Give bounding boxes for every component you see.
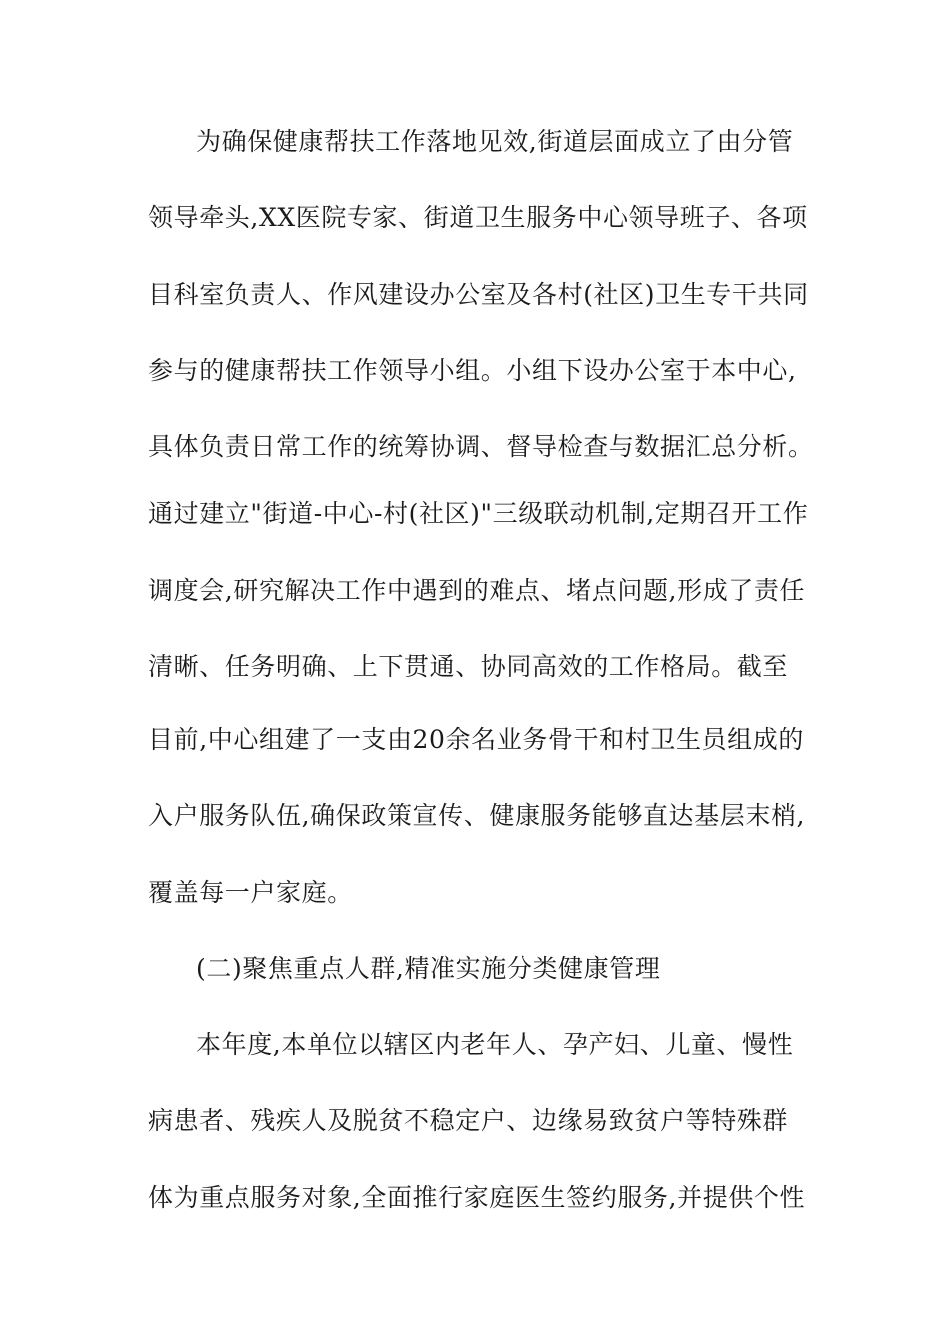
paragraph-line: 覆盖每一户家庭。 — [148, 878, 353, 907]
paragraph-line: 为确保健康帮扶工作落地见效,街道层面成立了由分管 — [196, 127, 794, 156]
paragraph-line: 入户服务队伍,确保政策宣传、健康服务能够直达基层末梢, — [148, 801, 806, 830]
paragraph-line: 目科室负责人、作风建设办公室及各村(社区)卫生专干共同 — [148, 280, 809, 309]
paragraph-line: 体为重点服务对象,全面推行家庭医生签约服务,并提供个性 — [148, 1183, 806, 1212]
paragraph-line: 调度会,研究解决工作中遇到的难点、堵点问题,形成了责任 — [148, 576, 806, 605]
paragraph-line: 清晰、任务明确、上下贯通、协同高效的工作格局。截至 — [148, 652, 789, 681]
paragraph-line: 本年度,本单位以辖区内老年人、孕产妇、儿童、慢性 — [196, 1030, 794, 1059]
paragraph-line: 具体负责日常工作的统筹协调、督导检查与数据汇总分析。 — [148, 432, 814, 461]
paragraph-line: 病患者、残疾人及脱贫不稳定户、边缘易致贫户等特殊群 — [148, 1106, 789, 1135]
paragraph-line: 通过建立"街道-中心-村(社区)"三级联动机制,定期召开工作 — [148, 499, 809, 528]
paragraph-line: 参与的健康帮扶工作领导小组。小组下设办公室于本中心, — [148, 356, 797, 385]
paragraph-line: 领导牵头,XX医院专家、街道卫生服务中心领导班子、各项 — [148, 203, 808, 232]
paragraph-line: 目前,中心组建了一支由20余名业务骨干和村卫生员组成的 — [148, 725, 804, 754]
section-heading: (二)聚焦重点人群,精准实施分类健康管理 — [196, 954, 661, 983]
